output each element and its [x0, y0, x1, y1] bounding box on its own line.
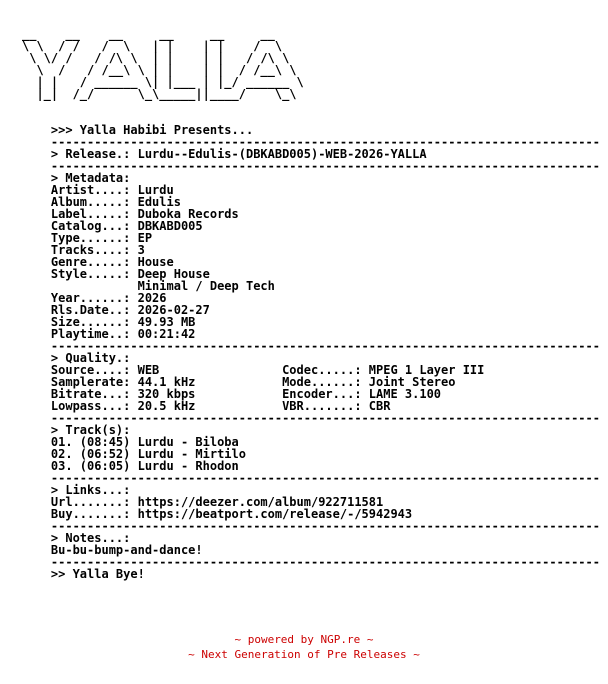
powered-by-text: ~ powered by NGP.re ~ [234, 633, 374, 646]
site-footer [0, 632, 608, 662]
nfo-document: __ __ __ __ __ __ \ \ / / / \ | | | | / \ \ \/ / / /\ \ | | | | / /\ \ \ / / /__\ \ | | | | / /__\ \ | | / ______ \| |___ | |_/ ______ \ |_| /_/ \_\_____||____/ \_\ >>> Yalla Habibi Presents... ---------------------------------------------------------------------------- > Release.: Lurdu--Edulis-(DBKABD005)-WEB-2026-YALLA ---------------------------------------------------------------------------- > Metadata: Artist....: Lurdu Album.....: Edulis Label.....: Duboka Records Catalog...: DBKABD005 Type......: EP Tracks....: 3 Genre.....: House Style.....: Deep House Minimal / Deep Tech Year......: 2026 Rls.Date..: 2026-02-27 Size......: 49.93 MB Playtime..: 00:21:42 ---------------------------------------------------------------------------- > Quality.: Source....: WEB Codec.....: MPEG 1 Layer III Samplerate: 44.1 kHz Mode......: Joint Stereo Bitrate...: 320 kbps Encoder...: LAME 3.100 Lowpass...: 20.5 kHz VBR.......: CBR ---------------------------------------------------------------------------- > Track(s): 01. (08:45) Lurdu - Biloba 02. (06:52) Lurdu - Mirtilo 03. (06:05) Lurdu - Rhodon ---------------------------------------------------------------------------- > Links...: Url.......: https://deezer.com/album/922711581 Buy.......: https://beatport.com/release/-/5942943 ---------------------------------------------------------------------------- > Notes...: Bu-bu-bump-and-dance! ---------------------------------------------------------------------------- >> Yalla Bye! [22, 27, 600, 581]
tagline-text: ~ Next Generation of Pre Releases ~ [188, 648, 420, 661]
